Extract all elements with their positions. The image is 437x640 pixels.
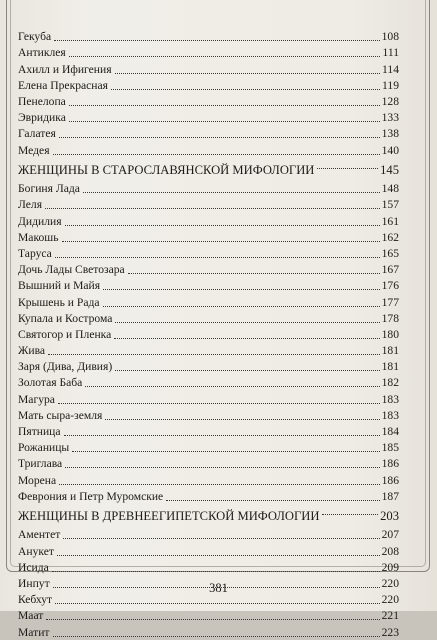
toc-entry-title: Заря (Дива, Дивия) xyxy=(18,360,113,374)
toc-entry-page: 207 xyxy=(381,528,399,542)
toc-entry-title: Триглава xyxy=(18,457,63,471)
toc-section-heading xyxy=(18,158,399,181)
toc-entry-title: Медея xyxy=(18,143,50,157)
toc-section-heading xyxy=(18,504,399,527)
toc-entry xyxy=(18,526,399,542)
toc-entry-page: 181 xyxy=(381,344,399,358)
toc-entry-page: 183 xyxy=(381,408,399,422)
dot-leader xyxy=(62,241,380,242)
dot-leader xyxy=(59,137,380,138)
toc-entry-page: 185 xyxy=(381,441,399,455)
dot-leader xyxy=(322,514,378,515)
toc-entry-title: Антиклея xyxy=(18,46,66,60)
toc-entry-title: ЖЕНЩИНЫ В ДРЕВНЕЕГИПЕТСКОЙ МИФОЛОГИИ xyxy=(18,509,320,523)
toc-entry xyxy=(18,326,399,342)
dot-leader xyxy=(115,322,379,323)
dot-leader xyxy=(45,208,380,209)
toc-entry-page: 176 xyxy=(381,279,399,293)
toc-entry-title: Богиня Лада xyxy=(18,182,80,196)
toc-entry-title: Морена xyxy=(18,473,57,487)
toc-entry xyxy=(18,423,399,439)
toc-entry xyxy=(18,310,399,326)
toc-entry xyxy=(18,374,399,390)
toc-entry xyxy=(18,277,399,293)
toc-entry-title: Гекуба xyxy=(18,30,52,44)
dot-leader xyxy=(63,538,379,539)
dot-leader xyxy=(72,451,379,452)
dot-leader xyxy=(57,555,380,556)
toc-entry xyxy=(18,229,399,245)
toc-entry-page: 181 xyxy=(381,360,399,374)
toc-entry-page: 177 xyxy=(381,295,399,309)
toc-entry-title: Мать сыра-земля xyxy=(18,408,103,422)
toc-entry xyxy=(18,180,399,196)
toc-entry-title: Инпут xyxy=(18,577,50,590)
toc-entry xyxy=(18,212,399,228)
toc-entry xyxy=(18,607,399,623)
toc-entry-title: Дидилия xyxy=(18,214,62,228)
dot-leader xyxy=(166,500,379,501)
dot-leader xyxy=(65,225,380,226)
toc-entry-page: 220 xyxy=(381,593,399,607)
toc-entry xyxy=(18,471,399,487)
toc-entry-page: 148 xyxy=(381,182,399,196)
dot-leader xyxy=(55,603,379,604)
dot-leader xyxy=(103,306,380,307)
dot-leader xyxy=(64,435,380,436)
toc-entry-title: Крышень и Рада xyxy=(18,295,100,309)
toc-entry-page: 223 xyxy=(381,625,399,639)
toc-entry-page: 161 xyxy=(381,214,399,228)
toc-entry-page: 221 xyxy=(381,609,399,623)
dot-leader xyxy=(69,121,380,122)
toc-entry xyxy=(18,141,399,157)
page-number: 381 xyxy=(209,581,228,595)
toc-entry xyxy=(18,28,399,44)
dot-leader xyxy=(48,354,380,355)
toc-entry-page: 111 xyxy=(382,46,399,60)
table-of-contents xyxy=(18,28,399,640)
toc-entry-page: 209 xyxy=(381,560,399,574)
toc-entry-page: 184 xyxy=(381,425,399,438)
dot-leader xyxy=(58,403,380,404)
toc-entry xyxy=(18,358,399,374)
dot-leader xyxy=(105,419,379,420)
toc-entry-title: Анукет xyxy=(18,544,54,558)
dot-leader xyxy=(85,386,379,387)
toc-entry xyxy=(18,245,399,261)
toc-entry-title: Аментет xyxy=(18,528,61,542)
toc-entry xyxy=(18,559,399,575)
toc-entry-title: Исида xyxy=(18,560,49,574)
toc-entry-title: Елена Прекрасная xyxy=(18,78,108,92)
toc-entry xyxy=(18,93,399,109)
dot-leader xyxy=(53,636,380,637)
toc-entry-page: 157 xyxy=(381,198,399,212)
toc-entry xyxy=(18,342,399,358)
toc-entry xyxy=(18,407,399,423)
toc-entry-page: 183 xyxy=(381,392,399,406)
dot-leader xyxy=(53,154,380,155)
toc-entry-title: Магура xyxy=(18,392,55,406)
dot-leader xyxy=(46,619,379,620)
toc-entry-title: Макошь xyxy=(18,230,59,244)
dot-leader xyxy=(65,467,379,468)
toc-entry-page: 208 xyxy=(381,544,399,558)
dot-leader xyxy=(69,105,380,106)
toc-entry-title: Матит xyxy=(18,625,50,639)
toc-entry xyxy=(18,77,399,93)
toc-entry-page: 162 xyxy=(381,230,399,244)
toc-entry-page: 114 xyxy=(382,62,399,76)
toc-entry-page: 180 xyxy=(381,327,399,341)
dot-leader xyxy=(114,338,379,339)
dot-leader xyxy=(103,289,380,290)
toc-entry-title: Эвридика xyxy=(18,111,66,125)
toc-entry-page: 138 xyxy=(381,127,399,141)
toc-entry-title: Вышний и Майя xyxy=(18,279,101,293)
toc-entry xyxy=(18,623,399,639)
dot-leader xyxy=(52,571,380,572)
toc-entry xyxy=(18,293,399,309)
dot-leader xyxy=(128,273,380,274)
toc-entry-title: Жива xyxy=(18,344,46,358)
toc-entry-page: 186 xyxy=(381,473,399,487)
toc-entry-title: Таруса xyxy=(18,246,52,260)
toc-entry-title: ЖЕНЩИНЫ В СТАРОСЛАВЯНСКОЙ МИФОЛОГИИ xyxy=(18,162,315,177)
toc-entry xyxy=(18,488,399,504)
toc-entry-title: Леля xyxy=(18,198,43,212)
toc-entry-page: 140 xyxy=(381,143,399,157)
toc-entry-title: Феврония и Петр Муромские xyxy=(18,489,164,503)
toc-entry-page: 182 xyxy=(381,376,399,390)
toc-entry-title: Пятница xyxy=(18,425,61,438)
toc-entry-title: Золотая Баба xyxy=(18,376,83,390)
toc-entry-page: 187 xyxy=(381,489,399,503)
toc-entry-title: Кебхут xyxy=(18,593,53,607)
toc-entry-page: 108 xyxy=(381,30,399,44)
toc-entry-page: 220 xyxy=(381,577,399,590)
toc-entry xyxy=(18,439,399,455)
toc-entry-title: Купала и Кострома xyxy=(18,311,113,325)
dot-leader xyxy=(317,168,378,169)
toc-entry xyxy=(18,44,399,60)
toc-entry-title: Пенелопа xyxy=(18,94,66,108)
toc-entry-title: Маат xyxy=(18,609,44,623)
toc-entry-title: Ахилл и Ифигения xyxy=(18,62,112,76)
toc-entry-page: 203 xyxy=(380,509,399,523)
toc-entry xyxy=(18,455,399,471)
toc-entry xyxy=(18,109,399,125)
toc-entry xyxy=(18,390,399,406)
toc-entry-title: Дочь Лады Светозара xyxy=(18,263,125,277)
dot-leader xyxy=(115,73,381,74)
toc-entry-page: 133 xyxy=(381,111,399,125)
toc-entry xyxy=(18,196,399,212)
toc-entry-title: Святогор и Пленка xyxy=(18,327,112,341)
toc-entry xyxy=(18,125,399,141)
toc-entry-title: Галатея xyxy=(18,127,56,141)
toc-entry xyxy=(18,542,399,558)
dot-leader xyxy=(83,192,380,193)
toc-entry-page: 165 xyxy=(381,246,399,260)
dot-leader xyxy=(55,257,380,258)
toc-entry-page: 128 xyxy=(381,94,399,108)
dot-leader xyxy=(54,40,379,41)
dot-leader xyxy=(115,370,379,371)
toc-entry-page: 186 xyxy=(381,457,399,471)
toc-entry xyxy=(18,261,399,277)
toc-entry-page: 145 xyxy=(380,162,399,177)
toc-entry-page: 178 xyxy=(381,311,399,325)
dot-leader xyxy=(111,89,380,90)
dot-leader xyxy=(69,56,381,57)
toc-entry xyxy=(18,60,399,76)
dot-leader xyxy=(59,484,379,485)
toc-entry-title: Рожаницы xyxy=(18,441,70,455)
toc-entry-page: 119 xyxy=(382,78,399,92)
toc-entry-page: 167 xyxy=(381,263,399,277)
